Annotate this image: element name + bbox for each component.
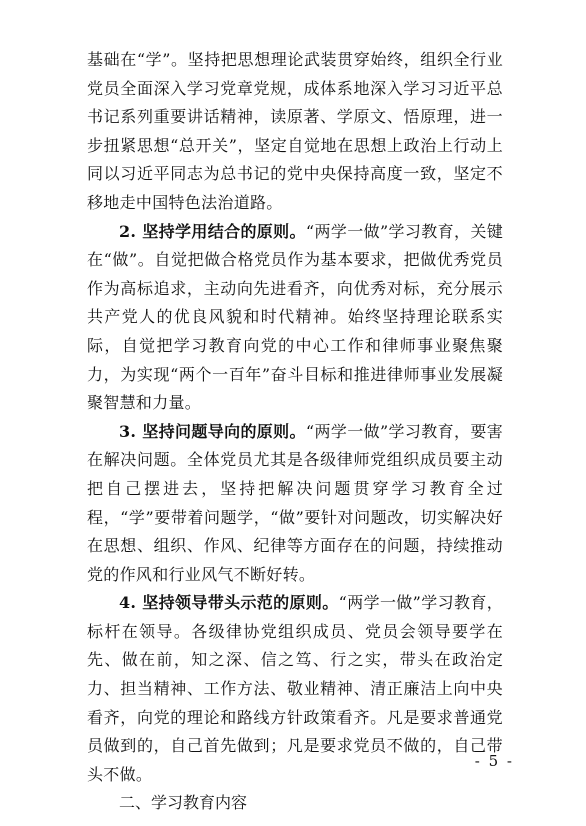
paragraph-2 [87,218,503,418]
paragraph-1-text: 基础在“学”。坚持把思想理论武装贯穿始终，组织全行业党员全面深入学习党章党规，成体系地深入学习习近平总书记系列重要讲话精神，读原著、学原文、悟原理，进一步扭紧思想“总开关”，坚定自觉地在思想上政治上行动上同以习近平同志为总书记的党中央保持高度一致，坚定不移地走中国特色法治道路。 [87,50,503,212]
section-heading: 二、学习教育内容 [119,793,248,813]
paragraph-2-text: “两学一做”学习教育，关键在“做”。自觉把做合格党员作为基本要求，把做优秀党员作为高标追求，主动向先进看齐，向优秀对标，充分展示共产党人的优良风貌和时代精神。始终坚持理论联系实际，自觉把学习教育向党的中心工作和律师事业聚焦聚力，为实现“两个一百年”奋斗目标和推进律师事业发展凝聚智慧和力量。 [87,221,503,413]
document-body [87,46,503,818]
paragraph-3-text: “两学一做”学习教育，要害在解决问题。全体党员尤其是各级律师党组织成员要主动把自己摆进去，坚持把解决问题贯穿学习教育全过程，“学”要带着问题学，“做”要针对问题改，切实解决好在思想、组织、作风、纪律等方面存在的问题，持续推动党的作风和行业风气不断好转。 [87,421,503,584]
principle-3-heading: 3. 坚持问题导向的原则。 [119,421,306,441]
principle-4-heading: 4. 坚持领导带头示范的原则。 [119,593,339,613]
principle-2-heading: 2. 坚持学用结合的原则。 [119,221,306,241]
paragraph-4-text: “两学一做”学习教育，标杆在领导。各级律协党组织成员、党员会领导要学在先、做在前，知之深、信之笃、行之实，带头在政治定力、担当精神、工作方法、敬业精神、清正廉洁上向中央看齐，向党的理论和路线方针政策看齐。凡是要求普通党员做到的，自己首先做到；凡是要求党员不做的，自己带头不做。 [87,593,503,784]
paragraph-1 [87,46,503,218]
paragraph-3 [87,418,503,590]
page-number: - 5 - [474,752,514,770]
paragraph-4 [87,589,503,789]
